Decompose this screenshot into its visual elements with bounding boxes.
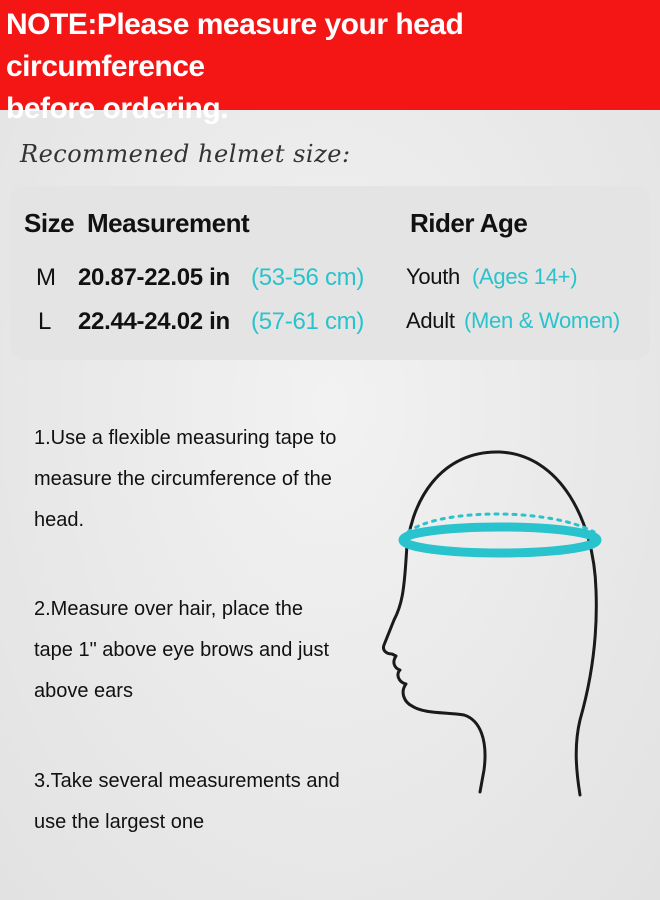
header-size: Size [24,208,75,238]
row-l-inches: 22.44-24.02 in [78,308,230,335]
header-rider-age: Rider Age [410,208,528,238]
measuring-tape-band [403,527,597,553]
row-l-age-note: (Men & Women) [464,308,620,333]
row-m-cm: (53-56 cm) [251,264,365,291]
row-m-size: M [36,264,56,291]
note-banner [0,0,660,125]
step-1-line-1: 1.Use a flexible measuring tape to [34,427,337,449]
row-l-cm: (57-61 cm) [251,308,365,335]
step-2-line-2: tape 1" above eye brows and just [34,639,330,661]
header-measurement: Measurement [87,208,250,238]
row-l-age: Adult [406,308,455,333]
row-m-inches: 20.87-22.05 in [78,264,230,291]
step-3-line-2: use the largest one [34,811,205,833]
row-m-age: Youth [406,264,460,289]
row-m-age-note: (Ages 14+) [472,264,578,289]
size-table [10,186,650,360]
row-l-size: L [38,308,52,335]
step-2-line-1: 2.Measure over hair, place the [34,598,304,620]
step-2-line-3: above ears [34,680,133,702]
head-outline [383,452,596,795]
step-1 [34,418,336,541]
head-profile-with-measuring-tape-icon [380,440,620,810]
step-1-line-3: head. [34,509,85,531]
note-line-2: before ordering. [6,92,229,125]
step-3 [34,761,340,843]
recommended-size-title: Recommened helmet size: [20,140,351,168]
note-line-1: NOTE:Please measure your head circumference [6,8,464,83]
step-1-line-2: measure the circumference of the [34,468,332,490]
step-2 [34,589,329,712]
step-3-line-1: 3.Take several measurements and [34,770,340,792]
